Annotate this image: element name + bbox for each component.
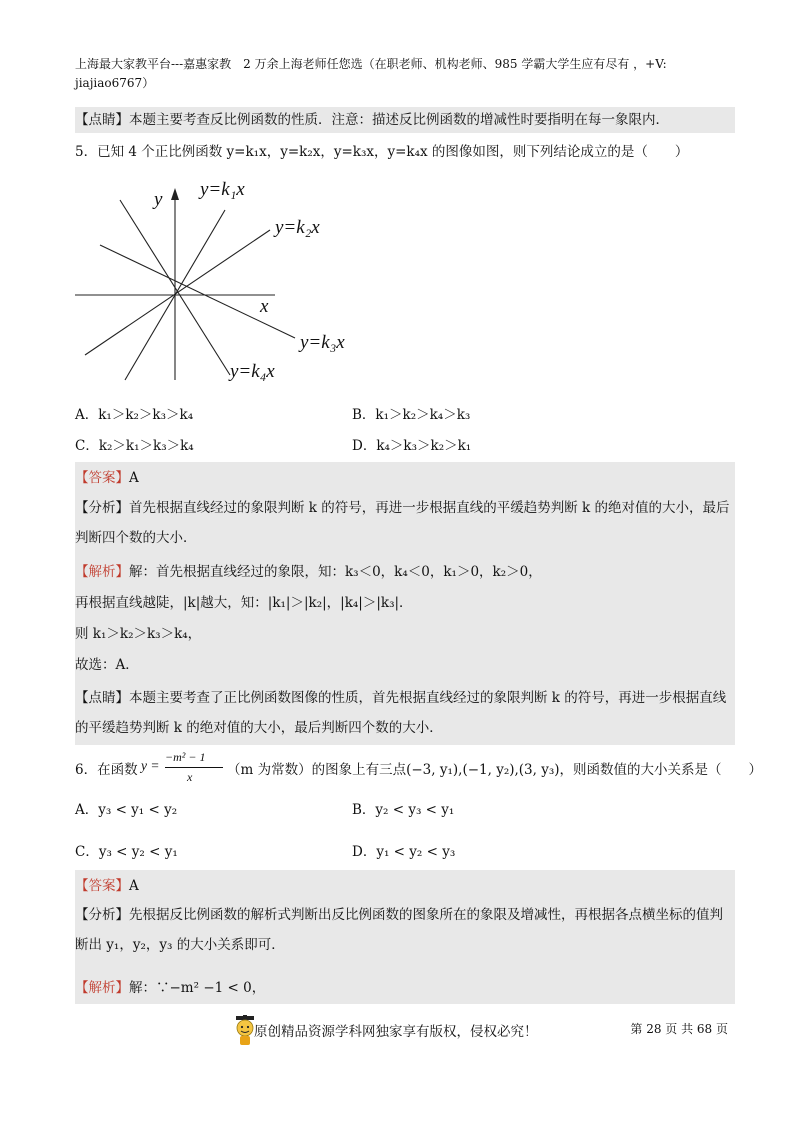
q6-stem-before: 6．在函数 xyxy=(75,762,138,778)
q6-solution-1 xyxy=(75,978,735,998)
q6-analysis xyxy=(75,900,735,960)
graph-lines xyxy=(75,200,295,380)
q5-analysis xyxy=(75,493,735,553)
prev-dianjing: 【点睛】本题主要考查反比例函数的性质．注意：描述反比例函数的增减性时要指明在每一象限内． xyxy=(75,107,735,133)
q6-answer-tag: 【答案】 xyxy=(75,878,129,894)
q6-analysis-text: 先根据反比例函数的解析式判断出反比例函数的图象所在的象限及增减性，再根据各点横坐标的值判断出 y₁，y₂，y₃ 的大小关系即可． xyxy=(75,907,723,953)
q5-solution-text-1: 解：首先根据直线经过的象限，知：k₃＜0，k₄＜0，k₁＞0，k₂＞0， xyxy=(129,564,542,580)
header-line-2: jiajiao6767） xyxy=(75,76,155,90)
q6-option-c: C．y₃ < y₂ < y₁ xyxy=(75,844,178,860)
q6-denominator: x xyxy=(187,770,193,784)
header-line-1: 上海最大家教平台---嘉惠家教 2 万余上海老师任您选（在职老师、机构老师、985 学霸大学生应有尽有 ，+V: xyxy=(75,57,667,71)
q6-option-d: D．y₁ < y₂ < y₃ xyxy=(352,844,456,860)
q6-solution-tag: 【解析】 xyxy=(75,980,129,996)
q5-option-a: A．k₁＞k₂＞k₃＞k₄ xyxy=(75,407,194,423)
q5-graph xyxy=(70,170,370,390)
q5-option-c: C．k₂＞k₁＞k₃＞k₄ xyxy=(75,438,194,454)
page-number: 第 28 页 共 68 页 xyxy=(630,1022,728,1036)
q5-solution-tag: 【解析】 xyxy=(75,564,129,580)
q6-solution-text-1: 解：∵−m² −1 < 0， xyxy=(129,980,266,996)
label-k3: y=k₃x xyxy=(300,332,345,353)
label-k4: y=k₄x xyxy=(230,361,275,382)
q6-stem xyxy=(75,750,763,792)
q5-solution-1 xyxy=(75,562,735,582)
q5-stem: 5．已知 4 个正比例函数 y=k₁x，y=k₂x，y=k₃x，y=k₄x 的图像如图，则下列结论成立的是（ ） xyxy=(75,144,689,160)
q6-option-a: A．y₃ < y₁ < y₂ xyxy=(75,802,178,818)
q6-y-eq: y = xyxy=(141,758,160,773)
q5-solution-4: 故选：A． xyxy=(75,657,139,673)
q6-answer xyxy=(75,876,735,896)
label-x: x xyxy=(260,296,269,317)
label-k1: y=k₁x xyxy=(200,179,245,200)
q5-solution-3: 则 k₁＞k₂＞k₃＞k₄， xyxy=(75,626,202,642)
q6-option-b: B．y₂ < y₃ < y₁ xyxy=(352,802,455,818)
q5-option-b: B．k₁＞k₂＞k₄＞k₃ xyxy=(352,407,471,423)
q5-analysis-tag: 【分析】 xyxy=(75,500,129,516)
q5-solution-2: 再根据直线越陡，|k|越大，知：|k₁|＞|k₂|，|k₄|＞|k₃|． xyxy=(75,595,413,611)
label-k2: y=k₂x xyxy=(275,217,320,238)
q5-dianjing: 【点睛】本题主要考查了正比例函数图像的性质，首先根据直线经过的象限判断 k 的符号，再进一步根据直线的平缓趋势判断 k 的绝对值的大小，最后判断四个数的大小． xyxy=(75,690,727,736)
page-header xyxy=(75,55,735,93)
q6-analysis-tag: 【分析】 xyxy=(75,907,129,923)
q6-fraction-bar xyxy=(165,767,223,768)
label-y: y xyxy=(154,189,163,210)
q6-answer-value: A xyxy=(129,878,139,894)
q5-answer xyxy=(75,468,735,488)
q5-option-d: D．k₄＞k₃＞k₂＞k₁ xyxy=(352,438,472,454)
q6-stem-after: （m 为常数）的图象上有三点(−3, y₁),(−1, y₂),(3, y₃)，则函数值的大小关系是（ ） xyxy=(227,762,763,778)
q5-answer-tag: 【答案】 xyxy=(75,470,129,486)
q6-numerator: −m² − 1 xyxy=(165,750,206,764)
footer-copyright: 原创精品资源学科网独家享有版权，侵权必究！ xyxy=(254,1024,538,1040)
y-axis-arrow xyxy=(171,188,179,200)
q5-answer-value: A xyxy=(129,470,139,486)
q5-analysis-text: 首先根据直线经过的象限判断 k 的符号，再进一步根据直线的平缓趋势判断 k 的绝对值的大小，最后判断四个数的大小． xyxy=(75,500,730,546)
